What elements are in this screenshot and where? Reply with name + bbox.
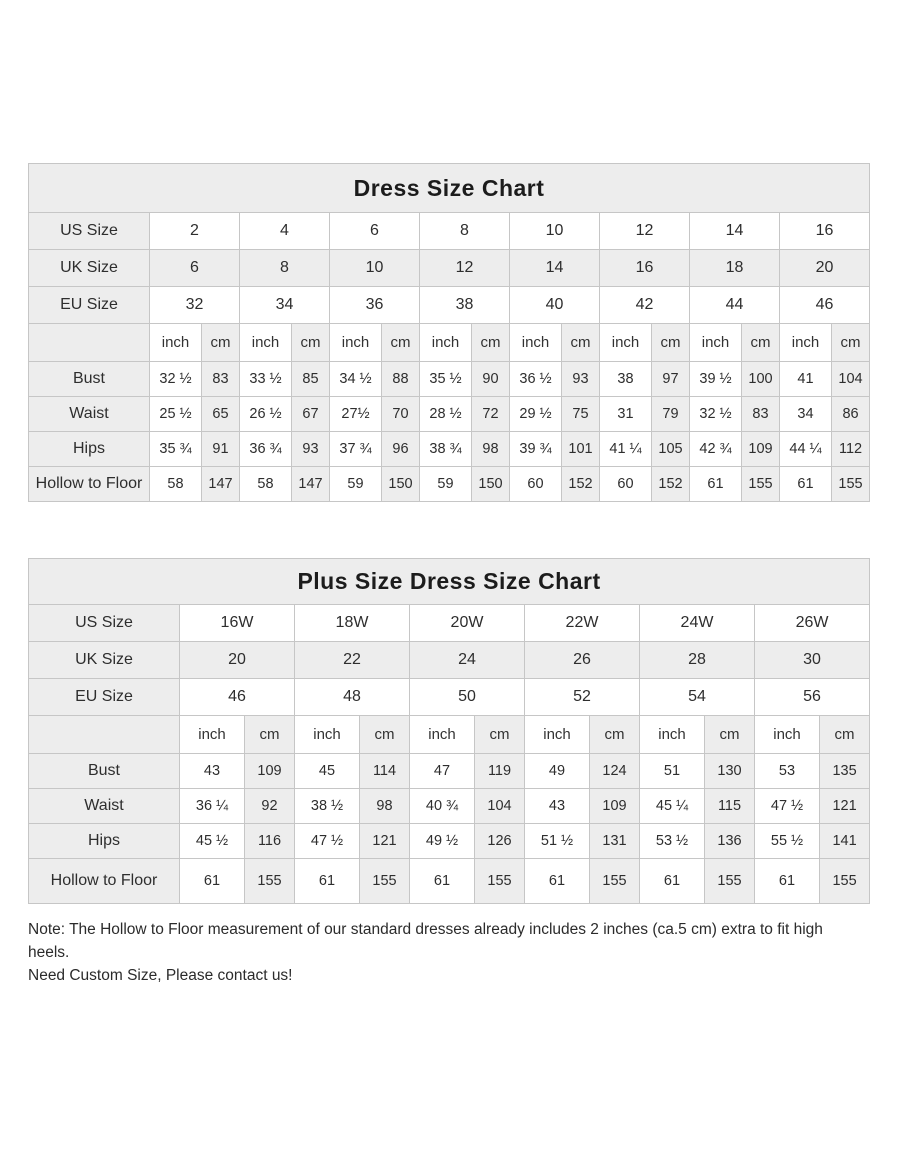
size-value-cell: 18: [690, 250, 780, 287]
measurement-inch-value: 53: [755, 754, 820, 789]
measurement-inch-value: 58: [150, 467, 202, 502]
measurement-inch-value: 33 ½: [240, 362, 292, 397]
measurement-row: [29, 432, 870, 467]
measurement-cm-value: 155: [360, 859, 410, 904]
size-row: [29, 213, 870, 250]
measurement-inch-value: 60: [510, 467, 562, 502]
measurement-inch-value: 35 ½: [420, 362, 472, 397]
measurement-inch-value: 49: [525, 754, 590, 789]
measurement-cm-value: 155: [590, 859, 640, 904]
measurement-cm-value: 155: [705, 859, 755, 904]
unit-inch-label: inch: [150, 324, 202, 362]
measurement-label: Hollow to Floor: [29, 467, 150, 502]
measurement-inch-value: 32 ½: [150, 362, 202, 397]
size-value-cell: 16W: [180, 605, 295, 642]
size-row-label: UK Size: [29, 642, 180, 679]
measurement-row: [29, 789, 870, 824]
measurement-inch-value: 28 ½: [420, 397, 472, 432]
measurement-cm-value: 150: [382, 467, 420, 502]
size-value-cell: 42: [600, 287, 690, 324]
unit-inch-label: inch: [755, 716, 820, 754]
size-value-cell: 26: [525, 642, 640, 679]
measurement-label: Hollow to Floor: [29, 859, 180, 904]
unit-header-row: [29, 716, 870, 754]
size-value-cell: 38: [420, 287, 510, 324]
size-value-cell: 20W: [410, 605, 525, 642]
measurement-cm-value: 105: [652, 432, 690, 467]
measurement-inch-value: 35 ¾: [150, 432, 202, 467]
unit-cm-label: cm: [652, 324, 690, 362]
unit-cm-label: cm: [292, 324, 330, 362]
unit-inch-label: inch: [640, 716, 705, 754]
unit-inch-label: inch: [240, 324, 292, 362]
measurement-inch-value: 42 ¾: [690, 432, 742, 467]
measurement-cm-value: 100: [742, 362, 780, 397]
measurement-cm-value: 155: [475, 859, 525, 904]
measurement-cm-value: 91: [202, 432, 240, 467]
size-value-cell: 40: [510, 287, 600, 324]
measurement-inch-value: 41 ¼: [600, 432, 652, 467]
measurement-cm-value: 101: [562, 432, 600, 467]
measurement-cm-value: 92: [245, 789, 295, 824]
measurement-cm-value: 70: [382, 397, 420, 432]
measurement-inch-value: 60: [600, 467, 652, 502]
unit-inch-label: inch: [780, 324, 832, 362]
size-row-label: EU Size: [29, 287, 150, 324]
measurement-inch-value: 47: [410, 754, 475, 789]
size-row-label: US Size: [29, 605, 180, 642]
measurement-cm-value: 131: [590, 824, 640, 859]
measurement-inch-value: 51: [640, 754, 705, 789]
unit-cm-label: cm: [820, 716, 870, 754]
size-value-cell: 10: [510, 213, 600, 250]
unit-inch-label: inch: [295, 716, 360, 754]
unit-inch-label: inch: [600, 324, 652, 362]
measurement-cm-value: 155: [832, 467, 870, 502]
chart-title-row: [29, 559, 870, 605]
size-value-cell: 32: [150, 287, 240, 324]
unit-cm-label: cm: [202, 324, 240, 362]
unit-cm-label: cm: [705, 716, 755, 754]
measurement-cm-value: 83: [202, 362, 240, 397]
unit-inch-label: inch: [510, 324, 562, 362]
measurement-label: Bust: [29, 754, 180, 789]
size-value-cell: 50: [410, 679, 525, 716]
measurement-inch-value: 43: [525, 789, 590, 824]
unit-cm-label: cm: [475, 716, 525, 754]
size-value-cell: 2: [150, 213, 240, 250]
unit-inch-label: inch: [690, 324, 742, 362]
measurement-cm-value: 116: [245, 824, 295, 859]
size-value-cell: 16: [780, 213, 870, 250]
size-value-cell: 12: [420, 250, 510, 287]
size-row: [29, 605, 870, 642]
measurement-row: [29, 824, 870, 859]
size-value-cell: 52: [525, 679, 640, 716]
measurement-inch-value: 38: [600, 362, 652, 397]
measurement-cm-value: 104: [475, 789, 525, 824]
chart-title: Dress Size Chart: [29, 164, 870, 213]
unit-header-spacer: [29, 716, 180, 754]
measurement-label: Hips: [29, 432, 150, 467]
plus-size-chart-table: [28, 558, 870, 904]
size-value-cell: 46: [780, 287, 870, 324]
measurement-cm-value: 124: [590, 754, 640, 789]
size-row-label: UK Size: [29, 250, 150, 287]
size-value-cell: 24W: [640, 605, 755, 642]
measurement-cm-value: 136: [705, 824, 755, 859]
measurement-row: [29, 754, 870, 789]
unit-inch-label: inch: [180, 716, 245, 754]
measurement-cm-value: 88: [382, 362, 420, 397]
size-value-cell: 20: [180, 642, 295, 679]
measurement-cm-value: 147: [292, 467, 330, 502]
size-value-cell: 28: [640, 642, 755, 679]
measurement-cm-value: 112: [832, 432, 870, 467]
measurement-inch-value: 40 ¾: [410, 789, 475, 824]
measurement-inch-value: 51 ½: [525, 824, 590, 859]
measurement-inch-value: 44 ¼: [780, 432, 832, 467]
measurement-inch-value: 39 ¾: [510, 432, 562, 467]
measurement-cm-value: 97: [652, 362, 690, 397]
size-value-cell: 48: [295, 679, 410, 716]
notes-block: [28, 918, 850, 987]
measurement-inch-value: 45: [295, 754, 360, 789]
measurement-label: Hips: [29, 824, 180, 859]
unit-cm-label: cm: [360, 716, 410, 754]
measurement-cm-value: 93: [562, 362, 600, 397]
measurement-inch-value: 49 ½: [410, 824, 475, 859]
measurement-cm-value: 85: [292, 362, 330, 397]
measurement-inch-value: 34 ½: [330, 362, 382, 397]
measurement-cm-value: 109: [245, 754, 295, 789]
measurement-inch-value: 61: [410, 859, 475, 904]
measurement-cm-value: 155: [820, 859, 870, 904]
unit-cm-label: cm: [832, 324, 870, 362]
measurement-inch-value: 27½: [330, 397, 382, 432]
measurement-cm-value: 90: [472, 362, 510, 397]
measurement-inch-value: 45 ½: [180, 824, 245, 859]
size-value-cell: 20: [780, 250, 870, 287]
measurement-cm-value: 130: [705, 754, 755, 789]
measurement-inch-value: 61: [640, 859, 705, 904]
measurement-inch-value: 61: [780, 467, 832, 502]
size-value-cell: 56: [755, 679, 870, 716]
measurement-inch-value: 41: [780, 362, 832, 397]
size-value-cell: 36: [330, 287, 420, 324]
measurement-inch-value: 36 ¼: [180, 789, 245, 824]
unit-cm-label: cm: [472, 324, 510, 362]
size-value-cell: 18W: [295, 605, 410, 642]
measurement-cm-value: 147: [202, 467, 240, 502]
measurement-cm-value: 109: [590, 789, 640, 824]
measurement-inch-value: 36 ½: [510, 362, 562, 397]
measurement-inch-value: 61: [755, 859, 820, 904]
size-row: [29, 250, 870, 287]
measurement-cm-value: 67: [292, 397, 330, 432]
measurement-cm-value: 121: [820, 789, 870, 824]
unit-inch-label: inch: [330, 324, 382, 362]
measurement-cm-value: 79: [652, 397, 690, 432]
measurement-cm-value: 119: [475, 754, 525, 789]
measurement-inch-value: 58: [240, 467, 292, 502]
measurement-inch-value: 61: [690, 467, 742, 502]
measurement-label: Waist: [29, 789, 180, 824]
size-row: [29, 679, 870, 716]
unit-cm-label: cm: [590, 716, 640, 754]
size-row-label: EU Size: [29, 679, 180, 716]
measurement-cm-value: 150: [472, 467, 510, 502]
measurement-inch-value: 61: [525, 859, 590, 904]
measurement-cm-value: 155: [245, 859, 295, 904]
size-value-cell: 8: [420, 213, 510, 250]
measurement-cm-value: 96: [382, 432, 420, 467]
unit-inch-label: inch: [410, 716, 475, 754]
measurement-row: [29, 467, 870, 502]
measurement-inch-value: 55 ½: [755, 824, 820, 859]
standard-size-chart-table: [28, 163, 870, 502]
measurement-inch-value: 59: [330, 467, 382, 502]
size-row-label: US Size: [29, 213, 150, 250]
measurement-cm-value: 98: [360, 789, 410, 824]
unit-cm-label: cm: [245, 716, 295, 754]
unit-inch-label: inch: [420, 324, 472, 362]
measurement-row: [29, 859, 870, 904]
size-row: [29, 287, 870, 324]
size-value-cell: 8: [240, 250, 330, 287]
measurement-label: Waist: [29, 397, 150, 432]
measurement-inch-value: 26 ½: [240, 397, 292, 432]
measurement-cm-value: 152: [562, 467, 600, 502]
measurement-inch-value: 25 ½: [150, 397, 202, 432]
measurement-label: Bust: [29, 362, 150, 397]
size-value-cell: 54: [640, 679, 755, 716]
measurement-row: [29, 397, 870, 432]
custom-size-note: Need Custom Size, Please contact us!: [28, 967, 293, 984]
size-value-cell: 6: [330, 213, 420, 250]
size-value-cell: 30: [755, 642, 870, 679]
measurement-inch-value: 47 ½: [295, 824, 360, 859]
size-value-cell: 14: [690, 213, 780, 250]
measurement-inch-value: 38 ¾: [420, 432, 472, 467]
measurement-cm-value: 93: [292, 432, 330, 467]
measurement-cm-value: 152: [652, 467, 690, 502]
measurement-cm-value: 155: [742, 467, 780, 502]
chart-title-row: [29, 164, 870, 213]
size-row: [29, 642, 870, 679]
measurement-inch-value: 43: [180, 754, 245, 789]
measurement-cm-value: 135: [820, 754, 870, 789]
measurement-inch-value: 34: [780, 397, 832, 432]
size-value-cell: 22W: [525, 605, 640, 642]
measurement-cm-value: 72: [472, 397, 510, 432]
hollow-to-floor-note: Note: The Hollow to Floor measurement of our standard dresses already includes 2 inches (ca.5 cm) extra to fit high heels.: [28, 921, 823, 961]
size-value-cell: 4: [240, 213, 330, 250]
unit-header-row: [29, 324, 870, 362]
measurement-cm-value: 104: [832, 362, 870, 397]
measurement-inch-value: 32 ½: [690, 397, 742, 432]
size-value-cell: 22: [295, 642, 410, 679]
measurement-cm-value: 114: [360, 754, 410, 789]
unit-cm-label: cm: [742, 324, 780, 362]
measurement-inch-value: 37 ¾: [330, 432, 382, 467]
measurement-cm-value: 109: [742, 432, 780, 467]
size-value-cell: 16: [600, 250, 690, 287]
measurement-inch-value: 29 ½: [510, 397, 562, 432]
measurement-inch-value: 39 ½: [690, 362, 742, 397]
measurement-cm-value: 98: [472, 432, 510, 467]
unit-header-spacer: [29, 324, 150, 362]
measurement-inch-value: 31: [600, 397, 652, 432]
size-value-cell: 46: [180, 679, 295, 716]
measurement-inch-value: 45 ¼: [640, 789, 705, 824]
measurement-inch-value: 61: [180, 859, 245, 904]
measurement-cm-value: 65: [202, 397, 240, 432]
size-value-cell: 44: [690, 287, 780, 324]
measurement-inch-value: 61: [295, 859, 360, 904]
measurement-cm-value: 75: [562, 397, 600, 432]
measurement-inch-value: 53 ½: [640, 824, 705, 859]
unit-inch-label: inch: [525, 716, 590, 754]
measurement-inch-value: 38 ½: [295, 789, 360, 824]
size-value-cell: 10: [330, 250, 420, 287]
size-value-cell: 34: [240, 287, 330, 324]
measurement-cm-value: 121: [360, 824, 410, 859]
measurement-inch-value: 59: [420, 467, 472, 502]
measurement-inch-value: 47 ½: [755, 789, 820, 824]
measurement-row: [29, 362, 870, 397]
size-value-cell: 12: [600, 213, 690, 250]
unit-cm-label: cm: [382, 324, 420, 362]
size-value-cell: 14: [510, 250, 600, 287]
unit-cm-label: cm: [562, 324, 600, 362]
measurement-cm-value: 86: [832, 397, 870, 432]
measurement-cm-value: 115: [705, 789, 755, 824]
measurement-cm-value: 126: [475, 824, 525, 859]
measurement-cm-value: 83: [742, 397, 780, 432]
size-value-cell: 6: [150, 250, 240, 287]
size-value-cell: 26W: [755, 605, 870, 642]
chart-title: Plus Size Dress Size Chart: [29, 559, 870, 605]
measurement-inch-value: 36 ¾: [240, 432, 292, 467]
size-value-cell: 24: [410, 642, 525, 679]
measurement-cm-value: 141: [820, 824, 870, 859]
